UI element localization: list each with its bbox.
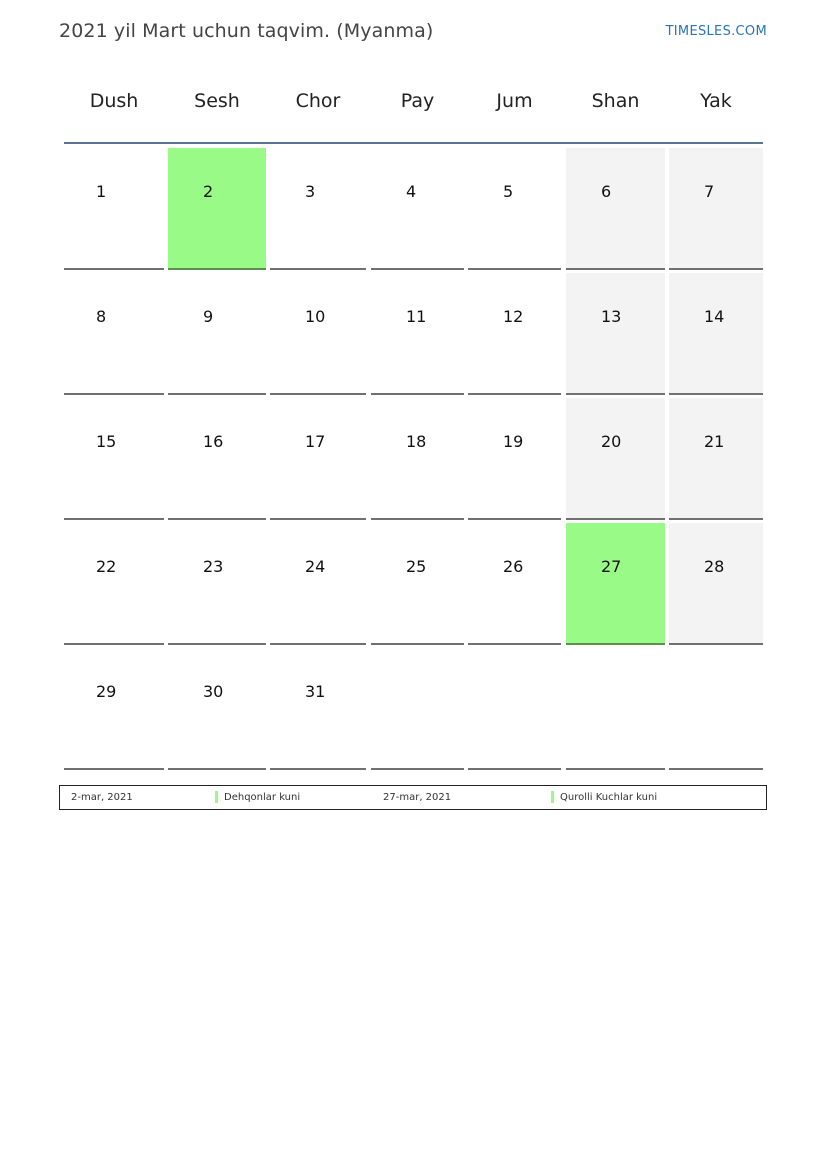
legend-holiday-1: Dehqonlar kuni bbox=[224, 792, 301, 803]
day-number: 17 bbox=[305, 432, 326, 451]
day-cell[interactable] bbox=[371, 523, 464, 645]
day-cell[interactable] bbox=[270, 273, 366, 395]
day-cell[interactable] bbox=[669, 273, 763, 395]
weekday-label: Sesh bbox=[194, 90, 240, 112]
day-number: 28 bbox=[704, 557, 725, 576]
day-number: 30 bbox=[203, 682, 224, 701]
legend-color-swatch-1 bbox=[215, 791, 218, 803]
day-number: 12 bbox=[503, 307, 524, 326]
day-number: 5 bbox=[503, 182, 514, 201]
day-cell[interactable] bbox=[270, 523, 366, 645]
legend-date-1: 2-mar, 2021 bbox=[71, 792, 133, 803]
day-cell[interactable] bbox=[270, 148, 366, 270]
day-number: 26 bbox=[503, 557, 524, 576]
legend-date-2: 27-mar, 2021 bbox=[383, 792, 452, 803]
day-cell[interactable] bbox=[168, 648, 266, 770]
day-number: 4 bbox=[406, 182, 417, 201]
day-number: 11 bbox=[406, 307, 427, 326]
weekday-label: Yak bbox=[700, 90, 732, 112]
day-cell[interactable] bbox=[371, 398, 464, 520]
day-number: 15 bbox=[96, 432, 117, 451]
page-title: 2021 yil Mart uchun taqvim. (Myanma) bbox=[59, 20, 434, 42]
day-cell[interactable] bbox=[566, 523, 665, 645]
weekday-label: Pay bbox=[400, 90, 435, 112]
day-cell[interactable] bbox=[468, 148, 561, 270]
day-cell[interactable] bbox=[669, 148, 763, 270]
day-number: 13 bbox=[601, 307, 622, 326]
holiday-legend bbox=[59, 785, 767, 810]
day-cell[interactable] bbox=[468, 273, 561, 395]
day-cell[interactable] bbox=[468, 523, 561, 645]
day-number: 10 bbox=[305, 307, 326, 326]
day-cell[interactable] bbox=[64, 398, 164, 520]
day-number: 18 bbox=[406, 432, 427, 451]
day-number: 29 bbox=[96, 682, 117, 701]
day-number: 31 bbox=[305, 682, 326, 701]
weekday-header-row bbox=[64, 90, 763, 120]
day-cell[interactable] bbox=[64, 523, 164, 645]
day-cell[interactable] bbox=[64, 148, 164, 270]
header-divider bbox=[64, 142, 763, 144]
day-cell[interactable] bbox=[64, 648, 164, 770]
weekday-label: Jum bbox=[496, 90, 533, 112]
day-number: 3 bbox=[305, 182, 316, 201]
day-number: 6 bbox=[601, 182, 612, 201]
day-number: 23 bbox=[203, 557, 224, 576]
day-number: 14 bbox=[704, 307, 725, 326]
day-number: 24 bbox=[305, 557, 326, 576]
empty-day-cell bbox=[566, 648, 665, 770]
legend-color-swatch-2 bbox=[551, 791, 554, 803]
weekday-label: Chor bbox=[295, 90, 341, 112]
day-cell[interactable] bbox=[270, 648, 366, 770]
site-brand-link[interactable]: TIMESLES.COM bbox=[665, 24, 767, 39]
day-number: 22 bbox=[96, 557, 117, 576]
day-cell[interactable] bbox=[566, 273, 665, 395]
day-cell[interactable] bbox=[270, 398, 366, 520]
empty-day-cell bbox=[468, 648, 561, 770]
day-cell[interactable] bbox=[669, 523, 763, 645]
day-number: 1 bbox=[96, 182, 107, 201]
day-number: 7 bbox=[704, 182, 715, 201]
day-cell[interactable] bbox=[371, 148, 464, 270]
day-cell[interactable] bbox=[669, 398, 763, 520]
day-number: 19 bbox=[503, 432, 524, 451]
weekday-label: Shan bbox=[591, 90, 640, 112]
day-number: 20 bbox=[601, 432, 622, 451]
empty-day-cell bbox=[371, 648, 464, 770]
day-cell[interactable] bbox=[168, 273, 266, 395]
day-cell[interactable] bbox=[371, 273, 464, 395]
day-cell[interactable] bbox=[168, 148, 266, 270]
day-cell[interactable] bbox=[168, 523, 266, 645]
day-number: 8 bbox=[96, 307, 107, 326]
day-cell[interactable] bbox=[168, 398, 266, 520]
day-number: 2 bbox=[203, 182, 214, 201]
day-number: 9 bbox=[203, 307, 214, 326]
day-number: 27 bbox=[601, 557, 622, 576]
day-cell[interactable] bbox=[64, 273, 164, 395]
day-cell[interactable] bbox=[566, 398, 665, 520]
day-cell[interactable] bbox=[566, 148, 665, 270]
day-number: 25 bbox=[406, 557, 427, 576]
empty-day-cell bbox=[669, 648, 763, 770]
day-cell[interactable] bbox=[468, 398, 561, 520]
day-number: 16 bbox=[203, 432, 224, 451]
weekday-label: Dush bbox=[89, 90, 139, 112]
legend-holiday-2: Qurolli Kuchlar kuni bbox=[560, 792, 658, 803]
day-number: 21 bbox=[704, 432, 725, 451]
